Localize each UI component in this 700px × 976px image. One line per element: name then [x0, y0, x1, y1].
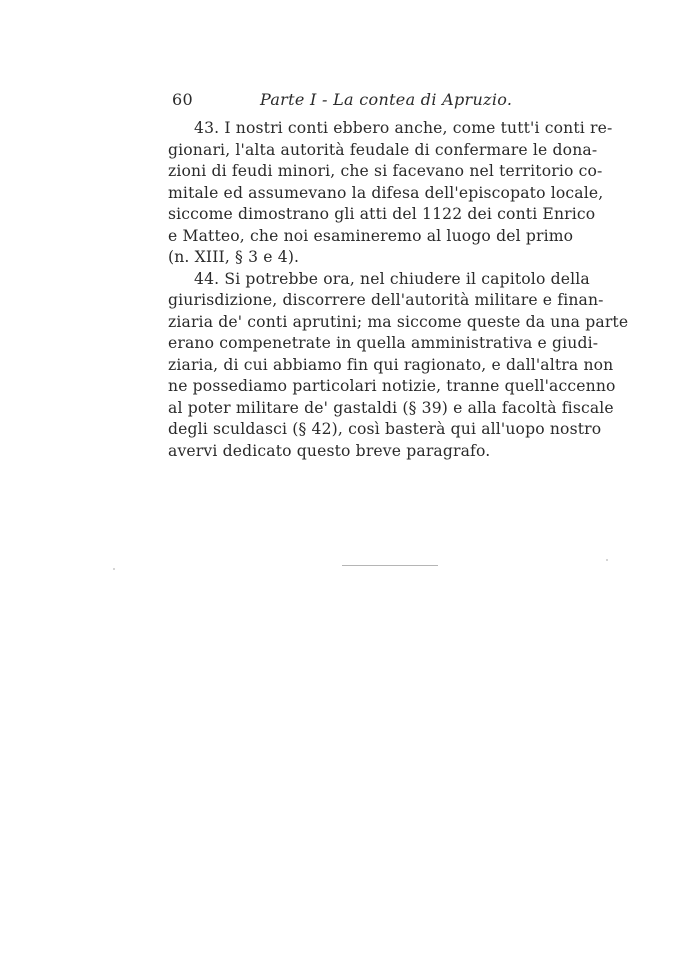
body-text: [168, 118, 629, 462]
text-line: ne possediamo particolari notizie, tranne quell'accenno: [168, 377, 616, 395]
text-line: degli sculdasci (§ 42), così basterà qui all'uopo nostro: [168, 420, 602, 438]
text-line: avervi dedicato questo breve paragrafo.: [168, 441, 491, 460]
paper-speck: [113, 568, 115, 570]
text-line: siccome dimostrano gli atti del 1122 dei conti Enrico: [168, 205, 596, 223]
text-line: mitale ed assumevano la difesa dell'episcopato locale,: [168, 183, 604, 202]
text-line: al poter militare de' gastaldi (§ 39) e alla facoltà fiscale: [168, 398, 614, 417]
text-line: gionari, l'alta autorità feudale di confermare le dona-: [168, 140, 598, 159]
text-line: erano compenetrate in quella amministrativa e giudi-: [168, 334, 599, 352]
text-line: giurisdizione, discorrere dell'autorità militare e finan-: [168, 291, 604, 309]
text-line: 43. I nostri conti ebbero anche, come tutt'i conti re-: [194, 119, 613, 137]
text-line: 44. Si potrebbe ora, nel chiudere il capitolo della: [194, 269, 590, 288]
text-line: ziaria de' conti aprutini; ma siccome queste da una parte: [168, 312, 629, 331]
text-line: zioni di feudi minori, che si facevano nel territorio co-: [168, 162, 603, 180]
text-line: ziaria, di cui abbiamo fin qui ragionato, e dall'altra non: [168, 355, 614, 374]
text-line: (n. XIII, § 3 e 4).: [168, 248, 300, 266]
text-line: e Matteo, che noi esamineremo al luogo del primo: [168, 226, 574, 245]
paragraph-43: [168, 118, 613, 269]
paragraph-44: [168, 269, 629, 463]
running-title: Parte I - La contea di Apruzio.: [260, 90, 513, 109]
section-end-rule: [342, 565, 438, 566]
running-head: [168, 90, 520, 112]
paper-speck: [606, 559, 608, 561]
page-number: 60: [172, 90, 193, 109]
